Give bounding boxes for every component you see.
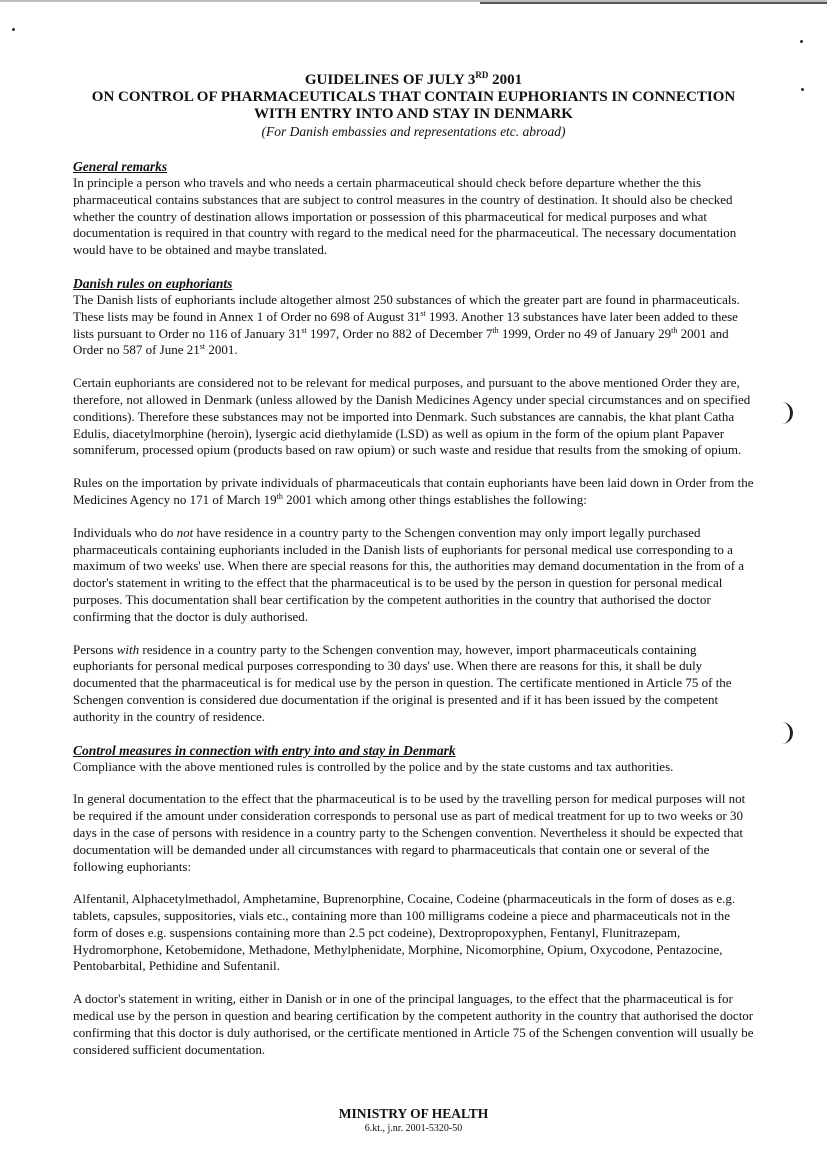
title-line-2: ON CONTROL OF PHARMACEUTICALS THAT CONTAIN EUPHORIANTS IN CONNECTION — [91, 89, 736, 105]
scan-top-edge-dark — [480, 2, 827, 4]
document-subtitle: (For Danish embassies and representations etc. abroad) — [261, 124, 566, 139]
ministry-name: MINISTRY OF HEALTH — [338, 1106, 489, 1121]
paragraph-danish-lists: The Danish lists of euphoriants include altogether almost 250 substances of which the greater part are found in pharmaceuticals. These lists may be found in Annex 1 of Order no 698 of August 31st 1993. Another 13 substances have later been added to these lists pursuant to Order no 116 of January 31st 1997, Order no 882 of December 7th 1999, Order no 49 of January 29th 2001 and Order no 587 of June 21st 2001. — [73, 291, 740, 358]
document-title — [73, 72, 754, 123]
document-footer — [73, 1106, 754, 1135]
punch-hole-mark — [776, 402, 793, 424]
paragraph-general-documentation: In general documentation to the effect that the pharmaceutical is to be used by the travelling person for medical purposes will not be required if the amount under consideration corresponds to personal use as part of medical treatment for up to two weeks or 30 days in the case of persons with residence in a country party to the Schengen convention. Nevertheless it should be expected that documentation will be demanded under all circumstances with regard to pharmaceuticals that contain one or several of the following euphoriants: — [73, 791, 746, 874]
scan-speck — [801, 88, 804, 91]
title-line-1: GUIDELINES OF JULY 3RD 2001 — [304, 70, 523, 88]
scan-speck — [12, 28, 15, 31]
section-heading-danish-rules: Danish rules on euphoriants — [73, 275, 233, 291]
paragraph-non-schengen: Individuals who do not have residence in a country party to the Schengen convention may only import legally purchased pharmaceuticals containing euphoriants included in the Danish lists of euphoriants for personal medical use corresponding to a maximum of two weeks' use. When there are special reasons for this, the authorities may demand documentation in the from of a doctor's statement in writing to the effect that the pharmaceutical is to be used by the person in question for personal medical purposes. This documentation shall bear certification by the competent authorities in the country that authorised the doctor confirming that the doctor is duly authorised. — [73, 524, 745, 624]
file-reference: 6.kt., j.nr. 2001-5320-50 — [364, 1123, 463, 1134]
paragraph-euphoriant-list: Alfentanil, Alphacetylmethadol, Amphetamine, Buprenorphine, Cocaine, Codeine (pharmaceuticals in the form of doses as e.g. tablets, capsules, suppositories, vials etc., containing more than 100 milligrams codeine a piece and pharmaceuticals not in the form of doses e.g. suspensions containing more than 2.5 pct codeine), Dextropropoxyphen, Fentanyl, Flunitrazepam, Hydromorphone, Ketobemidone, Methadone, Methylphenidate, Morphine, Nicomorphine, Opium, Oxycodone, Pentazocine, Pentobarbital, Pethidine and Sufentanil. — [73, 891, 736, 974]
document-page — [73, 72, 754, 1058]
section-heading-general: General remarks — [73, 159, 168, 174]
paragraph-not-relevant: Certain euphoriants are considered not to be relevant for medical purposes, and pursuant to the above mentioned Order they are, therefore, not allowed in Denmark (unless allowed by the Danish Medicines Agency under special circumstances and on specified conditions). Therefore these substances may not be imported into Denmark. Such substances are cannabis, the khat plant Catha Edulis, diacetylmorphine (heroin), lysergic acid diethylamide (LSD) as well as opium in the form of the opium plant Papaver somniferum, processed opium (products based on raw opium) or such waste and residue that results from the smoking of opium. — [73, 375, 751, 458]
paragraph-general: In principle a person who travels and who needs a certain pharmaceutical should check before departure whether the this pharmaceutical contains substances that are subject to control measures in the country of destination. It should also be checked whether the country of destination allows importation or possession of this pharmaceutical for medical purposes and what documentation is required in that country with regard to the medical need for the pharmaceutical. The necessary documentation would have to be obtained and maybe translated. — [73, 175, 737, 258]
paragraph-doctor-statement: A doctor's statement in writing, either in Danish or in one of the principal languages, to the effect that the pharmaceutical is for medical use by the person in question and bearing certification by the competent authority in the country that authorised the doctor confirming that this doctor is duly authorised, or the certificate mentioned in Article 75 of the Schengen convention will usually be considered sufficient documentation. — [73, 991, 754, 1057]
title-line-3: WITH ENTRY INTO AND STAY IN DENMARK — [254, 106, 573, 122]
section-heading-control: Control measures in connection with entry into and stay in Denmark — [73, 742, 456, 758]
punch-hole-mark — [776, 722, 793, 744]
scan-speck — [800, 40, 803, 43]
paragraph-compliance: Compliance with the above mentioned rules is controlled by the police and by the state customs and tax authorities. — [73, 758, 674, 774]
paragraph-importation-rules: Rules on the importation by private individuals of pharmaceuticals that contain euphoriants have been laid down in Order from the Medicines Agency no 171 of March 19th 2001 which among other things establishes the following: — [73, 475, 754, 507]
paragraph-schengen: Persons with residence in a country party to the Schengen convention may, however, import pharmaceuticals containing euphoriants for personal medical purposes corresponding to 30 days' use. When there are reasons for this, it shall be duly documented that the pharmaceutical is for medical use by the person in question. The certificate mentioned in Article 75 of the Schengen convention is considered due documentation if the original is presented and if it has been issued by the competent authority in the country of residence. — [73, 641, 732, 724]
